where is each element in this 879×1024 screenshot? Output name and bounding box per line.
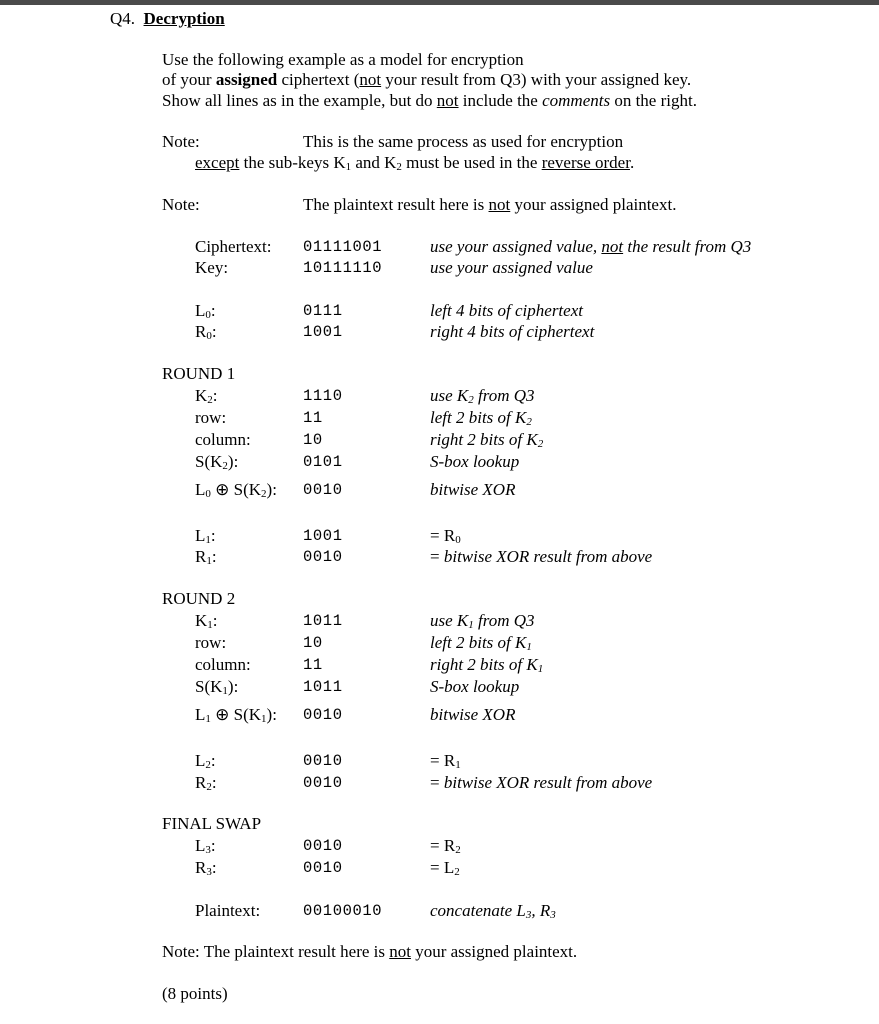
l1-label: $L_1$: bbox=[195, 526, 216, 546]
round-1-column-comment: right 2 bits of $K_2$ bbox=[430, 430, 544, 450]
r2-label: $R_2$: bbox=[195, 773, 217, 793]
round-1-xor-comment: bitwise XOR bbox=[430, 480, 516, 499]
key-comment: use your assigned value bbox=[430, 258, 593, 277]
points: (8 points) bbox=[162, 984, 228, 1003]
note-2-label: Note: bbox=[162, 195, 200, 214]
round-1-column-label: column: bbox=[195, 430, 251, 449]
l0-value: 0111 bbox=[303, 302, 343, 320]
round-2-column-value: 11 bbox=[303, 656, 323, 674]
l2-comment: = $R_1$ bbox=[430, 751, 461, 771]
round-2-key-value: 1011 bbox=[303, 612, 343, 630]
round-2-key-label: $K_1$: bbox=[195, 611, 218, 631]
round-2-sbox-label: $S(K_1)$: bbox=[195, 677, 239, 697]
round-1-row-value: 11 bbox=[303, 409, 323, 427]
round-2-row-comment: left 2 bits of $K_1$ bbox=[430, 633, 532, 653]
l0-comment: left 4 bits of ciphertext bbox=[430, 301, 583, 320]
round-1-key-label: $K_2$: bbox=[195, 386, 218, 406]
r3-value: 0010 bbox=[303, 859, 343, 877]
l0-label: $L_0$: bbox=[195, 301, 216, 321]
round-1-sbox-comment: S-box lookup bbox=[430, 452, 520, 471]
l2-value: 0010 bbox=[303, 752, 343, 770]
r0-comment: right 4 bits of ciphertext bbox=[430, 322, 595, 341]
key-label: Key: bbox=[195, 258, 229, 277]
plaintext-comment: concatenate $L_3$, $R_3$ bbox=[430, 901, 556, 921]
l3-comment: = $R_2$ bbox=[430, 836, 461, 856]
round-1-key-comment: use $K_2$ from Q3 bbox=[430, 386, 535, 406]
round-2-title: ROUND 2 bbox=[162, 589, 236, 608]
r1-value: 0010 bbox=[303, 548, 343, 566]
footer-note: Note: The plaintext result here is not your assigned plaintext. bbox=[162, 942, 578, 961]
round-1-row-label: row: bbox=[195, 408, 227, 427]
note-1-line-1: This is the same process as used for encryption bbox=[303, 132, 624, 151]
round-1-row-comment: left 2 bits of $K_2$ bbox=[430, 408, 532, 428]
top-border bbox=[0, 0, 879, 5]
round-2-column-comment: right 2 bits of $K_1$ bbox=[430, 655, 544, 675]
ciphertext-label: Ciphertext: bbox=[195, 237, 272, 256]
r2-comment: = bitwise XOR result from above bbox=[430, 773, 653, 792]
r0-value: 1001 bbox=[303, 323, 343, 341]
round-1-sbox-label: $S(K_2)$: bbox=[195, 452, 239, 472]
plaintext-label: Plaintext: bbox=[195, 901, 261, 920]
note-2-text: The plaintext result here is not your assigned plaintext. bbox=[303, 195, 677, 214]
question-heading bbox=[110, 9, 225, 29]
r1-comment: = bitwise XOR result from above bbox=[430, 547, 653, 566]
intro-line-3: Show all lines as in the example, but do not include the comments on the right. bbox=[162, 91, 697, 110]
plaintext-value: 00100010 bbox=[303, 902, 383, 920]
l3-label: $L_3$: bbox=[195, 836, 216, 856]
round-1-xor-label: $L_0$ ⊕ $S(K_2)$: bbox=[195, 480, 277, 500]
note-1-label: Note: bbox=[162, 132, 200, 151]
r3-comment: = $L_2$ bbox=[430, 858, 460, 878]
ciphertext-value: 01111001 bbox=[303, 238, 383, 256]
final-swap-title: FINAL SWAP bbox=[162, 814, 262, 833]
round-2-xor-value: 0010 bbox=[303, 706, 343, 724]
round-2-row-value: 10 bbox=[303, 634, 323, 652]
r2-value: 0010 bbox=[303, 774, 343, 792]
r0-label: $R_0$: bbox=[195, 322, 217, 342]
round-2-xor-comment: bitwise XOR bbox=[430, 705, 516, 724]
l1-value: 1001 bbox=[303, 527, 343, 545]
round-2-row-label: row: bbox=[195, 633, 227, 652]
intro-line-1: Use the following example as a model for encryption bbox=[162, 50, 524, 69]
r1-label: $R_1$: bbox=[195, 547, 217, 567]
round-2-xor-label: $L_1$ ⊕ $S(K_1)$: bbox=[195, 705, 277, 725]
round-2-column-label: column: bbox=[195, 655, 251, 674]
ciphertext-comment: use your assigned value, not the result from Q3 bbox=[430, 237, 752, 256]
question-title: Decryption bbox=[143, 9, 225, 28]
intro-line-2: of your assigned ciphertext (not your result from Q3) with your assigned key. bbox=[162, 70, 692, 89]
question-number: Q4. bbox=[110, 9, 136, 28]
l1-comment: = $R_0$ bbox=[430, 526, 461, 546]
round-1-title: ROUND 1 bbox=[162, 364, 236, 383]
note-1-line-2: except the sub-keys $K_1$ and $K_2$ must be used in the reverse order. bbox=[195, 153, 635, 173]
l3-value: 0010 bbox=[303, 837, 343, 855]
l2-label: $L_2$: bbox=[195, 751, 216, 771]
key-value: 10111110 bbox=[303, 259, 383, 277]
round-2-sbox-value: 1011 bbox=[303, 678, 343, 696]
round-2-sbox-comment: S-box lookup bbox=[430, 677, 520, 696]
r3-label: $R_3$: bbox=[195, 858, 217, 878]
round-2-key-comment: use $K_1$ from Q3 bbox=[430, 611, 535, 631]
round-1-key-value: 1110 bbox=[303, 387, 343, 405]
round-1-column-value: 10 bbox=[303, 431, 323, 449]
round-1-xor-value: 0010 bbox=[303, 481, 343, 499]
round-1-sbox-value: 0101 bbox=[303, 453, 343, 471]
